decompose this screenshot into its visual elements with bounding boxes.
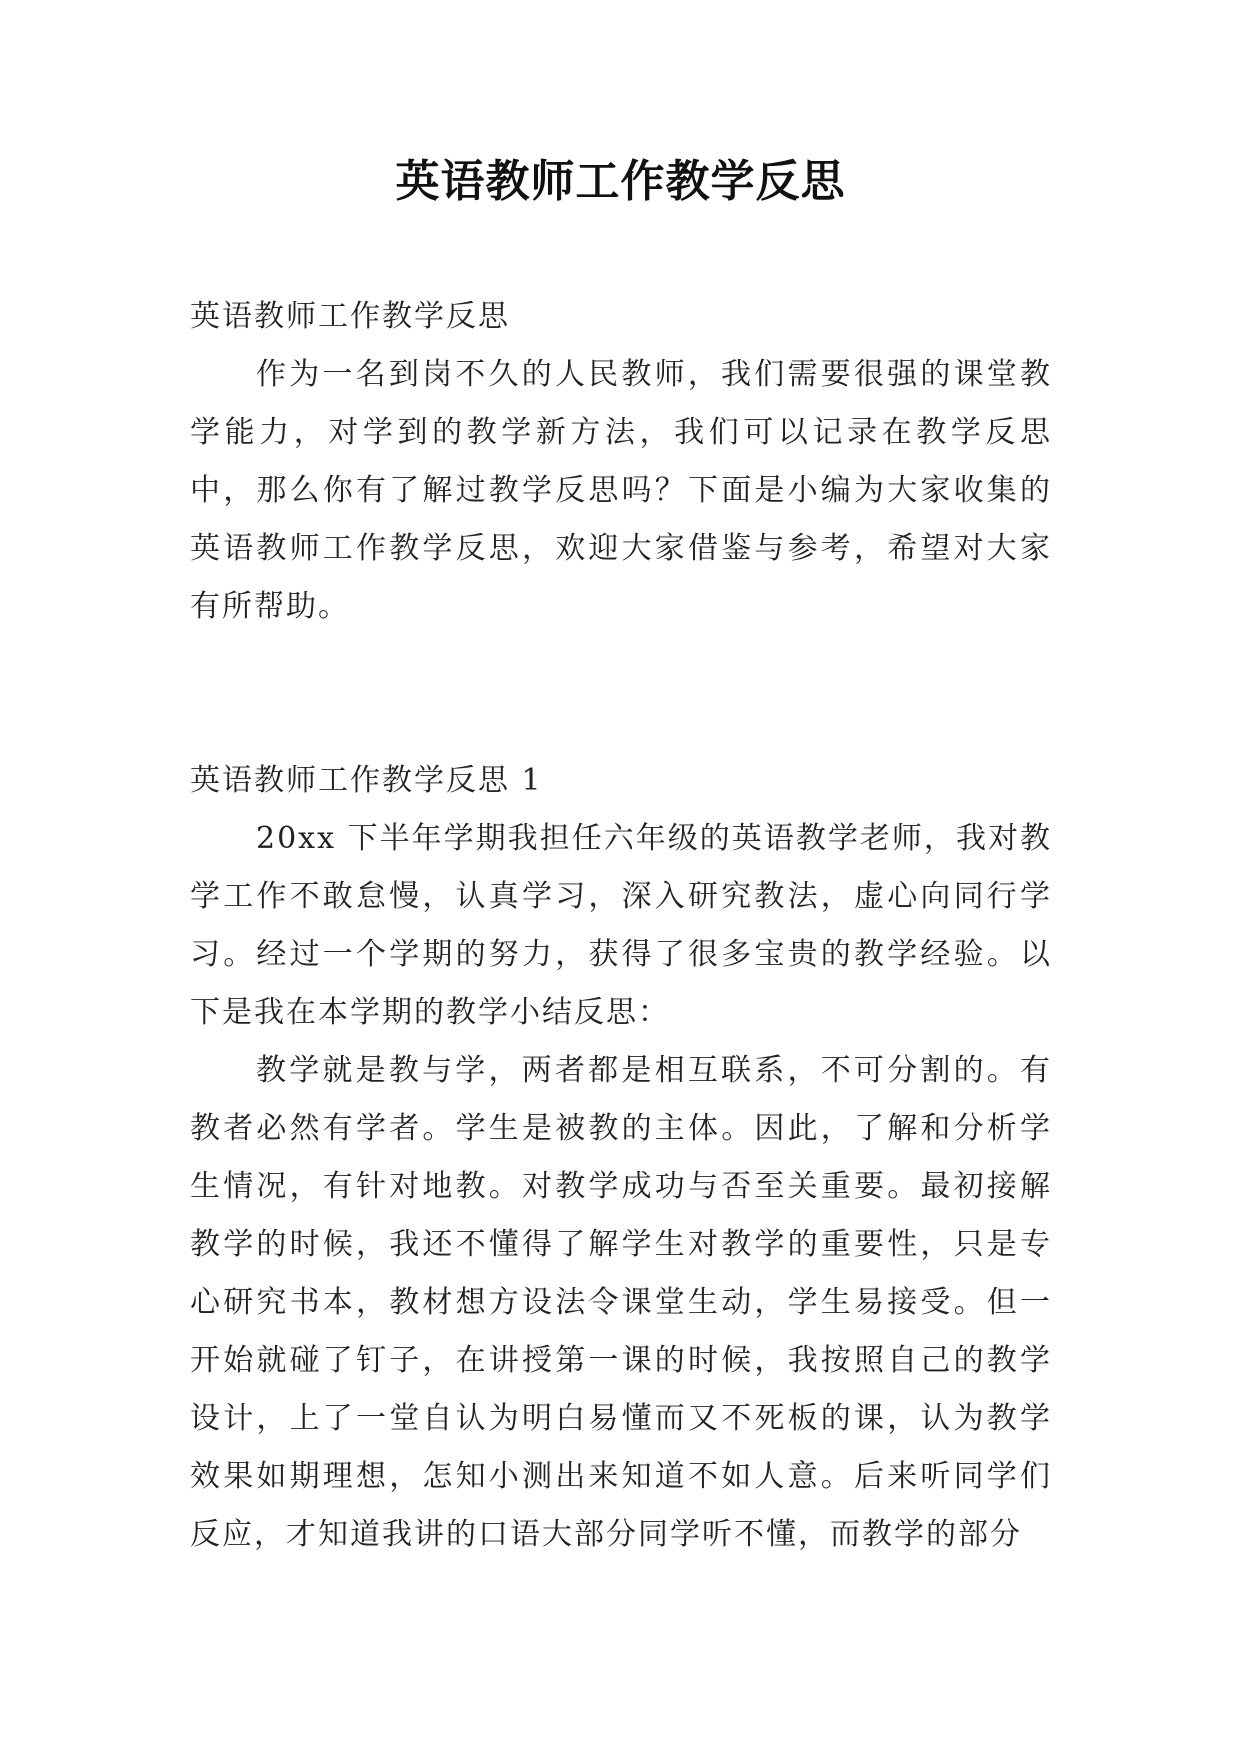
intro-section [190, 288, 1052, 636]
intro-heading: 英语教师工作教学反思 [190, 299, 510, 334]
section-1-paragraph-1: 20xx 下半年学期我担任六年级的英语教学老师，我对教学工作不敢怠慢，认真学习，深入研究教法，虚心向同行学习。经过一个学期的努力，获得了很多宝贵的教学经验。以下是我在本学期的教学小结反思： [190, 821, 1052, 1030]
document-title: 英语教师工作教学反思 [395, 156, 846, 207]
section-1 [190, 752, 1052, 1564]
section-1-paragraph-2: 教学就是教与学，两者都是相互联系，不可分割的。有教者必然有学者。学生是被教的主体。因此，了解和分析学生情况，有针对地教。对教学成功与否至关重要。最初接解教学的时候，我还不懂得了解学生对教学的重要性，只是专心研究书本，教材想方设法令课堂生动，学生易接受。但一开始就碰了钉子，在讲授第一课的时候，我按照自己的教学设计，上了一堂自认为明白易懂而又不死板的课，认为教学效果如期理想，怎知小测出来知道不如人意。后来听同学们反应，才知道我讲的口语大部分同学听不懂，而教学的部分 [190, 1053, 1052, 1552]
intro-paragraph: 作为一名到岗不久的人民教师，我们需要很强的课堂教学能力，对学到的教学新方法，我们可以记录在教学反思中，那么你有了解过教学反思吗？下面是小编为大家收集的英语教师工作教学反思，欢迎大家借鉴与参考，希望对大家有所帮助。 [190, 357, 1052, 624]
section-1-heading: 英语教师工作教学反思 1 [190, 763, 543, 798]
